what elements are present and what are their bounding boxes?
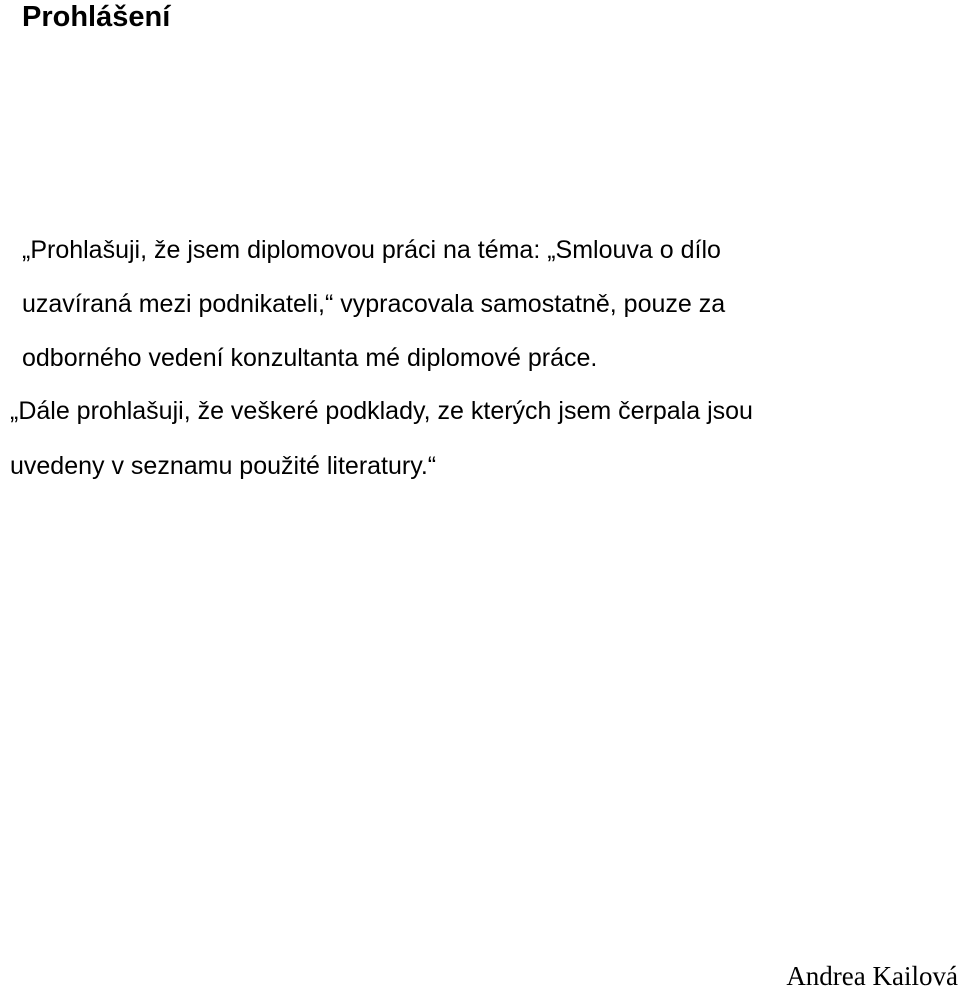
page-title: Prohlášení [22, 1, 171, 33]
paragraph-line: odborného vedení konzultanta mé diplomové práce. [22, 344, 598, 372]
author-signature: Andrea Kailová [786, 961, 958, 991]
paragraph-line: „Prohlašuji, že jsem diplomovou práci na téma: „Smlouva o dílo [22, 236, 721, 264]
paragraph-line: uzavíraná mezi podnikateli,“ vypracovala samostatně, pouze za [22, 290, 726, 318]
paragraph-line: „Dále prohlašuji, že veškeré podklady, ze kterých jsem čerpala jsou [10, 397, 753, 425]
paragraph-line: uvedeny v seznamu použité literatury.“ [10, 452, 437, 480]
